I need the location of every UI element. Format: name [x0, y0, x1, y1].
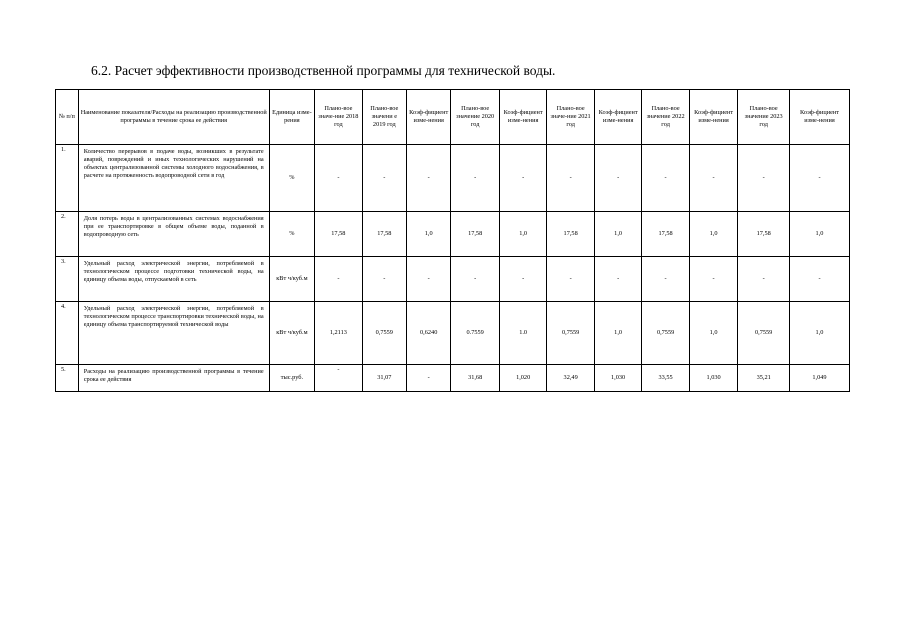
cell-value: -	[407, 257, 451, 302]
cell-value: -	[738, 257, 790, 302]
cell-value: 1,049	[789, 365, 849, 392]
header-coef-2022: Коэф-фициент изме-нения	[689, 90, 738, 145]
table-row	[56, 257, 850, 302]
cell-value: -	[499, 145, 546, 212]
cell-value: 1,0	[499, 212, 546, 257]
cell-value: 32,49	[547, 365, 594, 392]
header-name: Наименование показателя/Расходы на реализацию производственной программы в течение срока ее действия	[78, 90, 269, 145]
cell-value: -	[789, 257, 849, 302]
row-unit: тыс.руб.	[269, 365, 314, 392]
cell-value: -	[451, 145, 500, 212]
cell-value: -	[547, 257, 594, 302]
document-title: 6.2. Расчет эффективности производственной программы для технической воды.	[91, 63, 556, 78]
cell-value: -	[451, 257, 500, 302]
cell-value: -	[547, 145, 594, 212]
header-unit: Единица изме-рения	[269, 90, 314, 145]
row-unit: кВт ч/куб.м	[269, 257, 314, 302]
cell-value: 31,07	[362, 365, 406, 392]
cell-value: -	[594, 257, 641, 302]
header-coef-2023: Коэф-фициент изме-нения	[789, 90, 849, 145]
cell-value: 17,58	[451, 212, 500, 257]
row-name: Доля потерь воды в централизованных системах водоснабжения при ее транспортировке в общем объеме воды, поданной в водопроводную сеть	[78, 212, 269, 257]
cell-value: 0,6240	[407, 302, 451, 365]
row-unit: %	[269, 212, 314, 257]
row-num: 1.	[56, 145, 79, 212]
cell-value: -	[499, 257, 546, 302]
cell-value: -	[789, 145, 849, 212]
cell-value: 1,0	[789, 212, 849, 257]
cell-value: 1,0	[689, 302, 738, 365]
cell-value: -	[642, 145, 689, 212]
cell-value: 1,0	[594, 302, 641, 365]
cell-value: -	[689, 145, 738, 212]
table-row	[56, 212, 850, 257]
cell-value: 17,58	[315, 212, 362, 257]
cell-value: -	[642, 257, 689, 302]
header-plan-2018: Плано-вое значе-ние 2018 год	[315, 90, 362, 145]
cell-value: 1,020	[499, 365, 546, 392]
cell-value: 33,55	[642, 365, 689, 392]
cell-value: -	[315, 145, 362, 212]
cell-value: -	[315, 257, 362, 302]
cell-value: 0.7559	[451, 302, 500, 365]
cell-value: 1.0	[499, 302, 546, 365]
cell-value: 0,7559	[362, 302, 406, 365]
cell-value: 17,58	[547, 212, 594, 257]
header-plan-2020: Плано-вое значение 2020 год	[451, 90, 500, 145]
cell-value: -	[738, 145, 790, 212]
header-plan-2021: Плано-вое значе-ние 2021 год	[547, 90, 594, 145]
row-num: 5.	[56, 365, 79, 392]
cell-value: 0,7559	[547, 302, 594, 365]
cell-value: 1,030	[689, 365, 738, 392]
cell-value: -	[315, 365, 362, 392]
cell-value: 31,68	[451, 365, 500, 392]
cell-value: -	[407, 145, 451, 212]
table-row	[56, 302, 850, 365]
header-plan-2023: Плано-вое значение 2023 год	[738, 90, 790, 145]
row-unit: кВт ч/куб.м	[269, 302, 314, 365]
row-name: Удельный расход электрической энергии, потребляемой в технологическом процессе транспортировки технической воды, на единицу объема транспортируемой технической воды	[78, 302, 269, 365]
cell-value: -	[594, 145, 641, 212]
header-coef-2020: Коэф-фициент изме-нения	[499, 90, 546, 145]
table-row	[56, 145, 850, 212]
row-name: Количество перерывов в подаче воды, возникших в результате аварий, повреждений и иных технологических нарушений на объектах централизованной системы холодного водоснабжения, в расчете на протяженность водопроводной сети в год	[78, 145, 269, 212]
cell-value: 35,21	[738, 365, 790, 392]
row-num: 2.	[56, 212, 79, 257]
cell-value: 0,7559	[738, 302, 790, 365]
cell-value: -	[407, 365, 451, 392]
row-num: 3.	[56, 257, 79, 302]
row-name: Удельный расход электрической энергии, потребляемой в технологическом процессе подготовки технической воды, на единицу объема воды, отпускаемой в сеть	[78, 257, 269, 302]
header-coef-2021: Коэф-фициент изме-нения	[594, 90, 641, 145]
header-coef-2019: Коэф-фициент изме-нения	[407, 90, 451, 145]
row-num: 4.	[56, 302, 79, 365]
table-row	[56, 365, 850, 392]
header-plan-2022: Плано-вое значение 2022 год	[642, 90, 689, 145]
cell-value: 17,58	[642, 212, 689, 257]
cell-value: -	[362, 257, 406, 302]
cell-value: 17,58	[738, 212, 790, 257]
row-name: Расходы на реализацию производственной программы в течение срока ее действия	[78, 365, 269, 392]
cell-value: 1,0	[689, 212, 738, 257]
cell-value: 1,0	[789, 302, 849, 365]
cell-value: 1,2113	[315, 302, 362, 365]
cell-value: 0,7559	[642, 302, 689, 365]
table-header-row	[56, 90, 850, 145]
cell-value: 1,030	[594, 365, 641, 392]
cell-value: 1,0	[407, 212, 451, 257]
header-plan-2019: Плано-вое значени е 2019 год	[362, 90, 406, 145]
efficiency-table	[55, 89, 850, 392]
cell-value: -	[689, 257, 738, 302]
cell-value: 17,58	[362, 212, 406, 257]
cell-value: 1,0	[594, 212, 641, 257]
row-unit: %	[269, 145, 314, 212]
header-num: № п/п	[56, 90, 79, 145]
cell-value: -	[362, 145, 406, 212]
